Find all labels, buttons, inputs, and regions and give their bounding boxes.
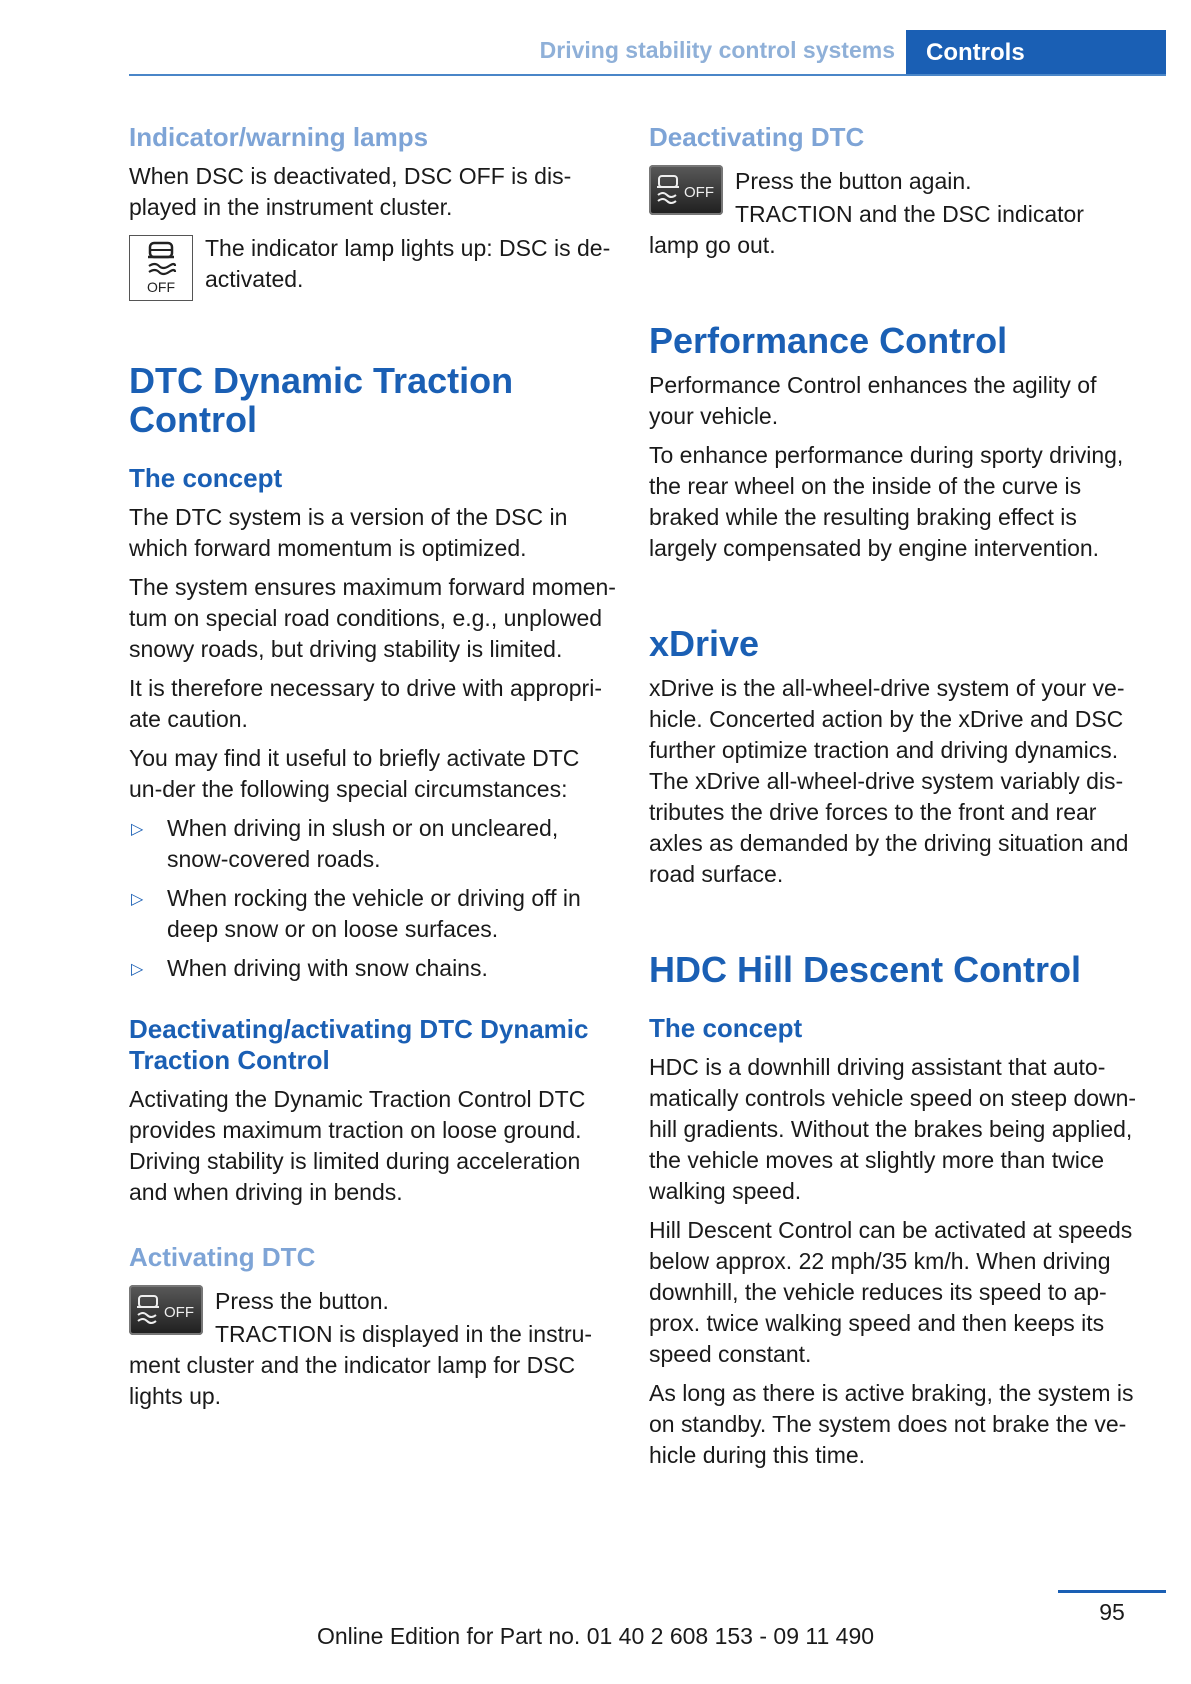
list-item: ▷ When rocking the vehicle or driving off in deep snow or on loose surfaces.	[131, 885, 581, 942]
dtc-concept-p4: You may find it useful to briefly activate DTC un-der the following special circumstances:	[129, 745, 580, 802]
header-section-title: Driving stability control systems	[539, 37, 895, 63]
dsc-off-indicator-icon	[129, 235, 193, 301]
deactivating-line2: TRACTION and the DSC indicator lamp go out.	[649, 201, 1084, 258]
activating-dtc-heading: Activating DTC	[129, 1242, 316, 1272]
list-item: ▷ When driving in slush or on uncleared, snow-covered roads.	[131, 815, 559, 872]
xdrive-p1: xDrive is the all-wheel-drive system of your ve-hicle. Concerted action by the xDrive and DSC further optimize traction and driving dynamics. The xDrive all-wheel-drive system variably dis-tributes the drive forces to the front and rear axles as demanded by the driving situation and road surface.	[649, 675, 1129, 887]
dtc-button-off-text: OFF	[164, 1304, 194, 1321]
hdc-concept-heading: The concept	[649, 1013, 803, 1043]
dtc-button-icon	[649, 165, 723, 215]
activating-dtc-row	[129, 1283, 619, 1412]
page-number: 95	[1099, 1599, 1125, 1625]
activating-line2: TRACTION is displayed in the instru-ment cluster and the indicator lamp for DSC lights up.	[129, 1321, 593, 1409]
hdc-p1: HDC is a downhill driving assistant that auto-matically controls vehicle speed on steep down-hill gradients. Without the brakes being applied, the vehicle moves at slightly more than twice walking speed.	[649, 1054, 1137, 1204]
indicator-lamps-text: When DSC is deactivated, DSC OFF is dis-played in the instrument cluster.	[129, 163, 572, 220]
indicator-lamp-text: The indicator lamp lights up: DSC is de-activated.	[205, 235, 611, 292]
indicator-lamp-row	[129, 233, 619, 301]
activating-line1: Press the button.	[215, 1288, 389, 1314]
dtc-concept-heading: The concept	[129, 463, 283, 493]
header-chapter-tab: Controls	[906, 30, 1166, 75]
right-column	[649, 122, 1139, 1471]
deactivating-dtc-heading: Deactivating DTC	[649, 122, 865, 152]
indicator-off-text: OFF	[147, 279, 175, 295]
dtc-heading: DTC Dynamic Traction Control	[129, 360, 514, 440]
left-column	[129, 122, 619, 1412]
header-rule	[129, 74, 1166, 76]
triangle-bullet-icon: ▷	[131, 961, 144, 978]
deactivating-activating-text: Activating the Dynamic Traction Control DTC provides maximum traction on loose ground. Driving stability is limited during acceleration and when driving in bends.	[129, 1086, 586, 1205]
hdc-p3: As long as there is active braking, the system is on standby. The system does not brake the ve-hicle during this time.	[649, 1380, 1134, 1468]
list-item: ▷ When driving with snow chains.	[129, 953, 619, 984]
dtc-button-off-text: OFF	[684, 184, 714, 201]
footer-edition: Online Edition for Part no. 01 40 2 608 153 - 09 11 490	[316, 1623, 875, 1649]
dtc-concept-p1: The DTC system is a version of the DSC in which forward momentum is optimized.	[129, 504, 568, 561]
dtc-concept-p2: The system ensures maximum forward momen-tum on special road conditions, e.g., unplowed snowy roads, but driving stability is limited.	[129, 574, 616, 662]
hdc-p2: Hill Descent Control can be activated at speeds below approx. 22 mph/35 km/h. When driving downhill, the vehicle reduces its speed to ap-prox. twice walking speed and then keeps its speed constant.	[649, 1217, 1133, 1367]
deactivating-activating-heading: Deactivating/activating DTC Dynamic Traction Control	[129, 1014, 589, 1075]
hdc-heading: HDC Hill Descent Control	[649, 949, 1082, 990]
circumstances-list	[129, 813, 619, 984]
dtc-concept-p3: It is therefore necessary to drive with appropri-ate caution.	[129, 675, 602, 732]
xdrive-heading: xDrive	[649, 623, 760, 664]
deactivating-line1: Press the button again.	[735, 168, 972, 194]
footer-rule	[1058, 1590, 1166, 1593]
deactivating-dtc-row	[649, 163, 1139, 261]
triangle-bullet-icon: ▷	[131, 891, 144, 908]
performance-control-p1: Performance Control enhances the agility of your vehicle.	[649, 372, 1097, 429]
indicator-lamps-heading: Indicator/warning lamps	[129, 122, 429, 152]
dtc-button-icon	[129, 1285, 203, 1335]
triangle-bullet-icon: ▷	[131, 821, 144, 838]
performance-control-p2: To enhance performance during sporty driving, the rear wheel on the inside of the curve is braked while the resulting braking effect is largely compensated by engine intervention.	[649, 442, 1124, 561]
performance-control-heading: Performance Control	[649, 320, 1008, 361]
